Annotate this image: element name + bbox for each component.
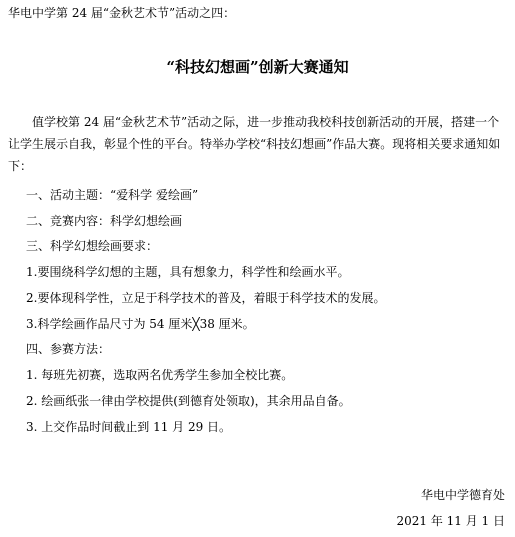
section-method-heading: 四、参赛方法： <box>26 342 111 356</box>
signature-org: 华电中学德育处 <box>420 488 505 502</box>
signature-date: 2021 年 11 月 1 日 <box>396 514 505 528</box>
method-item: 1. 每班先初赛，选取两名优秀学生参加全校比赛。 <box>26 368 294 382</box>
intro-paragraph: 值学校第 24 届“金秋艺术节”活动之际，进一步推动我校科技创新活动的开展，搭建一个让学生展示自我，彰显个性的平台。特举办学校“科技幻想画”作品大赛。现将相关要求通知如下： <box>8 115 501 173</box>
document-title: “科技幻想画”创新大赛通知 <box>166 58 349 76</box>
requirement-item: 1.要围绕科学幻想的主题，具有想象力，科学性和绘画水平。 <box>26 265 350 279</box>
section-requirements-heading: 三、科学幻想绘画要求： <box>26 239 159 253</box>
notice-header: 华电中学第 24 届“金秋艺术节”活动之四： <box>8 6 236 20</box>
method-item: 3. 上交作品时间截止到 11 月 29 日。 <box>26 420 232 434</box>
section-theme: 一、活动主题：“爱科学 爱绘画” <box>26 188 199 202</box>
requirement-item: 3.科学绘画作品尺寸为 54 厘米╳38 厘米。 <box>26 317 255 331</box>
requirement-item: 2.要体现科学性，立足于科学技术的普及，着眼于科学技术的发展。 <box>26 291 386 305</box>
method-item: 2. 绘画纸张一律由学校提供(到德育处领取)，其余用品自备。 <box>26 394 351 408</box>
section-content: 二、竞赛内容：科学幻想绘画 <box>26 214 183 228</box>
